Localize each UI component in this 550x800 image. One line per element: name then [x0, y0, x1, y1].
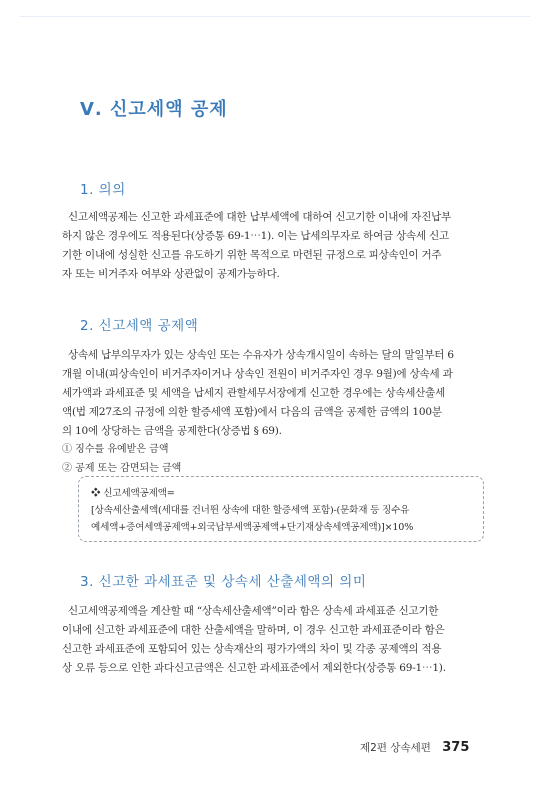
paragraph-line: 액(법 제27조의 규정에 의한 할증세액 포함)에서 다음의 금액을 공제한 금액의 100분	[62, 406, 442, 418]
page-number: 375	[442, 740, 470, 755]
paragraph-line: 자 또는 비거주자 여부와 상관없이 공제가능하다.	[62, 268, 280, 280]
formula-box	[78, 476, 484, 542]
paragraph-line: 세가액과 과세표준 및 세액을 납세지 관할세무서장에게 신고한 경우에는 상속세산출세	[62, 387, 446, 399]
paragraph-line: 신고한 과세표준에 포함되어 있는 상속재산의 평가가액의 차이 및 각종 공제액의 적용	[62, 643, 442, 655]
page-footer	[360, 740, 469, 755]
paragraph-line: 신고세액공제액을 계산할 때 “상속세산출세액”이라 함은 상속세 과세표준 신고기한	[68, 605, 439, 617]
paragraph-line: 하지 않은 경우에도 적용된다(상증통 69-1⋯1). 이는 납세의무자로 하여금 상속세 신고	[62, 230, 449, 242]
paragraph-line: 상 오류 등으로 인한 과다신고금액은 신고한 과세표준에서 제외한다(상증통 69-1⋯1).	[62, 662, 446, 674]
paragraph-line: 신고세액공제는 신고한 과세표준에 대한 납부세액에 대하여 신고기한 이내에 자진납부	[68, 211, 452, 223]
formula-heading: ❖ 신고세액공제액=	[91, 488, 175, 499]
paragraph-line: 상속세 납부의무자가 있는 상속인 또는 수유자가 상속개시일이 속하는 달의 말일부터 6	[68, 349, 454, 361]
paragraph-line: 의 10에 상당하는 금액을 공제한다(상증법 § 69).	[62, 425, 282, 437]
section-3-title: 3. 신고한 과세표준 및 상속세 산출세액의 의미	[80, 574, 367, 590]
header-divider	[20, 16, 530, 17]
list-item: ① 징수를 유예받은 금액	[62, 444, 169, 455]
section-2-title: 2. 신고세액 공제액	[80, 318, 199, 334]
formula-line: [상속세산출세액(세대를 건너뛴 상속에 대한 할증세액 포함)-(문화재 등 징수유	[91, 505, 410, 516]
section-1-paragraph	[62, 208, 490, 284]
formula-line: 예세액+증여세액공제액+외국납부세액공제액+단기재상속세액공제액)]×10%	[91, 522, 414, 533]
paragraph-line: 이내에 신고한 과세표준에 대한 산출세액을 말하며, 이 경우 신고한 과세표준이라 함은	[62, 624, 445, 636]
paragraph-line: 기한 이내에 성실한 신고를 유도하기 위한 목적으로 마련된 규정으로 피상속인이 거주	[62, 249, 442, 261]
paragraph-line: 개월 이내(피상속인이 비거주자이거나 상속인 전원이 비거주자인 경우 9월)에 상속세 과	[62, 368, 453, 380]
section-3-paragraph	[62, 602, 490, 678]
page-header-band	[0, 0, 550, 30]
footer-section-label: 제2편 상속세편	[360, 742, 431, 754]
section-2-paragraph	[62, 346, 490, 441]
list-item: ② 공제 또는 감면되는 금액	[62, 463, 182, 474]
chapter-title: Ⅴ. 신고세액 공제	[80, 99, 228, 120]
section-1-title: 1. 의의	[80, 182, 126, 198]
